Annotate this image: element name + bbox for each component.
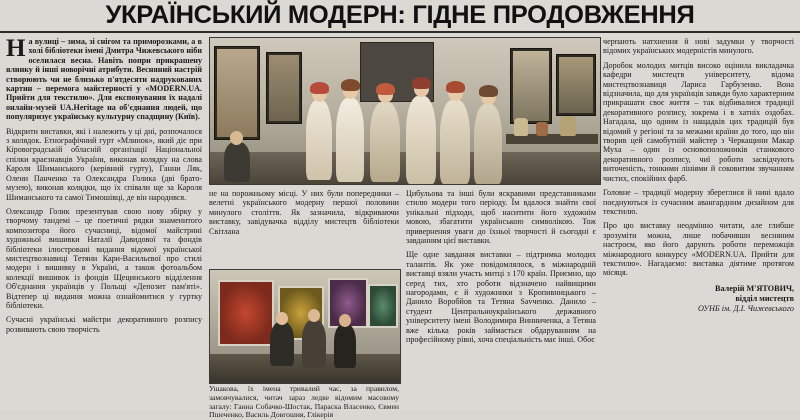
paragraph: не на порожньому місці. У них були попередники – велетні українського модерну першої половини минулого століття. Як зазначила, відкриваючи виставку, завідувачка відділу мистецтв бібліотеки Світлана — [209, 189, 399, 236]
paragraph: Доробок молодих митців високо оцінила викладачка кафедри мистецтв університету, відома мистецтвознавиця Лариса Гарбузенко. Вона відзначила, що для українців завжди було характерним прикрашати своє життя – так відбивалися традиції декоративного розпису, зокрема і в хатніх оздобах. Нагадала, що одним із нащадків цих традицій був відомий у регіоні та за межами країни до того, що він творив цей самобутній майстер з Черкащини Макар Муха – один із основоположників станкового декоративного розпису, чиї роботи засвідчують виточеність, тонкими лініями й соковитим звучанням чистих, спокійних фарб. — [603, 60, 794, 183]
paragraph: черпають натхнення й нові задумки у творчості відомих українських модерністів минулого. — [603, 37, 794, 56]
photo-gallery-wall — [209, 269, 401, 384]
paragraph: Головне – традиції модерну збереглися й нині вдало поєднуються із сучасним авангардним дизайном для текстилю. — [603, 188, 794, 216]
header-divider — [0, 31, 800, 33]
signature-name: Валерій М'ЯТОВИЧ, — [715, 283, 794, 293]
signature-org: ОУНБ ім. Д.І. Чижевського — [698, 303, 794, 313]
photo-gallery-caption — [209, 385, 399, 420]
column-4 — [603, 37, 794, 314]
column-2 — [209, 189, 399, 241]
drop-cap: Н — [6, 35, 26, 62]
signature-role: відділ мистецтв — [735, 293, 794, 303]
paragraph: Олександр Голик презентував свою нову збірку у творчому тандемі – це поетичні рядки знаменитого композитора його сучасниці, відомої майстрині художньої вишивки Наталії Давидової та фондів бібліотеки ілюстровані видання відомої української мистецтвознавиці Тетяни Кари-Васильєвої про стилі модерн і вишивку в Україні, а також фотоальбом колекції вишивок із фондів Щецинського відділення Об'єднання українців у Польщі «Депозит пам'яті». Відтепер ці видання можна ознайомитися у гуртку бібліотеки. — [6, 206, 202, 310]
article-signature — [603, 284, 794, 314]
lede-text: а вулиці – зима, зі снігом та приморозками, а в холі бібліотеки імені Дмитра Чижевського ніби оселилася весна. Навіть попри прикрашену ялинку й інші новорічні атрибути. Весняний настрій створюють чи не близько п'ятдесяти надрукованих картин – перемога майстерності у «MODERN.UA. Прийти для текстилю». Для експонування їх надалі онлайн-музей UA.Heritage на об'єднання людей, що популяризує українську культурну спадщину (Київ). — [6, 37, 202, 122]
page-title: УКРАЇНСЬКИЙ МОДЕРН: ГІДНЕ ПРОДОВЖЕННЯ — [105, 1, 695, 29]
photo-exhibit-hall — [209, 37, 601, 185]
column-3 — [406, 189, 596, 350]
paragraph: Ще одне завдання виставки – підтримка молодих талантів. Як уже повідомлялося, в міжнародній виставці взяли участь митці з 170 країн. Приємно, що серед тих, хто роботи відзначено найвищими нагородами, є й художники з Кропивницького – Данило Воробйов та Тетяна Savченко. Данило – студент Центральноукраїнського державного університету імені Володимира Винниченка, а Тетяна вже кілька років займається обдаруванням на професійному рівні, хоча спеціальність має інші. Обоє — [406, 250, 596, 345]
paragraph: Про цю виставку неодмінно читати, але глибше зрозуміти можна, лише побачивши весняним настроєм, яко його дарують роботи переможців міжнародного конкурсу «MODERN.UA. Прийти для текстилю». Нагадаємо: виставка діятиме протягом місяця. — [603, 221, 794, 278]
article-columns — [6, 35, 794, 420]
paragraph: Відкрити виставки, які і належить у ці дні, розпочалося з колядок. Етнографічний гурт «Млинок», який діє при Кіровоградській обласній організації Національної спілки краєзнавців України, виконав колядку на слова Кароля Шиманського (керівний гурту), Ганни Ляк, Олени Панченко та Олександра Голика (дві брато-музею), виконав колядки, що їх співали ще за Кароля Шиманського та самої Тимошівці, де він народився. — [6, 126, 202, 202]
paragraph: Цибульова та інші були яскравими представниками стилю модерн того періоду. Їм вдалося знайти свої унікальні підходи, щоб наситити його художнім мовою, збагатити українською символікою. Тож привернення уваги до їхньої творчості й сьогодні є завданням цієї виставки. — [406, 189, 596, 246]
caption-text: Ушакова, їх імена тривалий час, за правилом, замовчувалися, читач зараз ледве відомим масовому загалу: Ганна Собачко-Шостак, Параска Власенко, Євмен Пшеченко, Василь Довгошия, Глікерія — [209, 384, 399, 420]
lede-paragraph — [6, 37, 202, 122]
column-1 — [6, 37, 202, 339]
paragraph: Сучасні українські майстри декоративного розпису розвивають свою творчість — [6, 315, 202, 334]
